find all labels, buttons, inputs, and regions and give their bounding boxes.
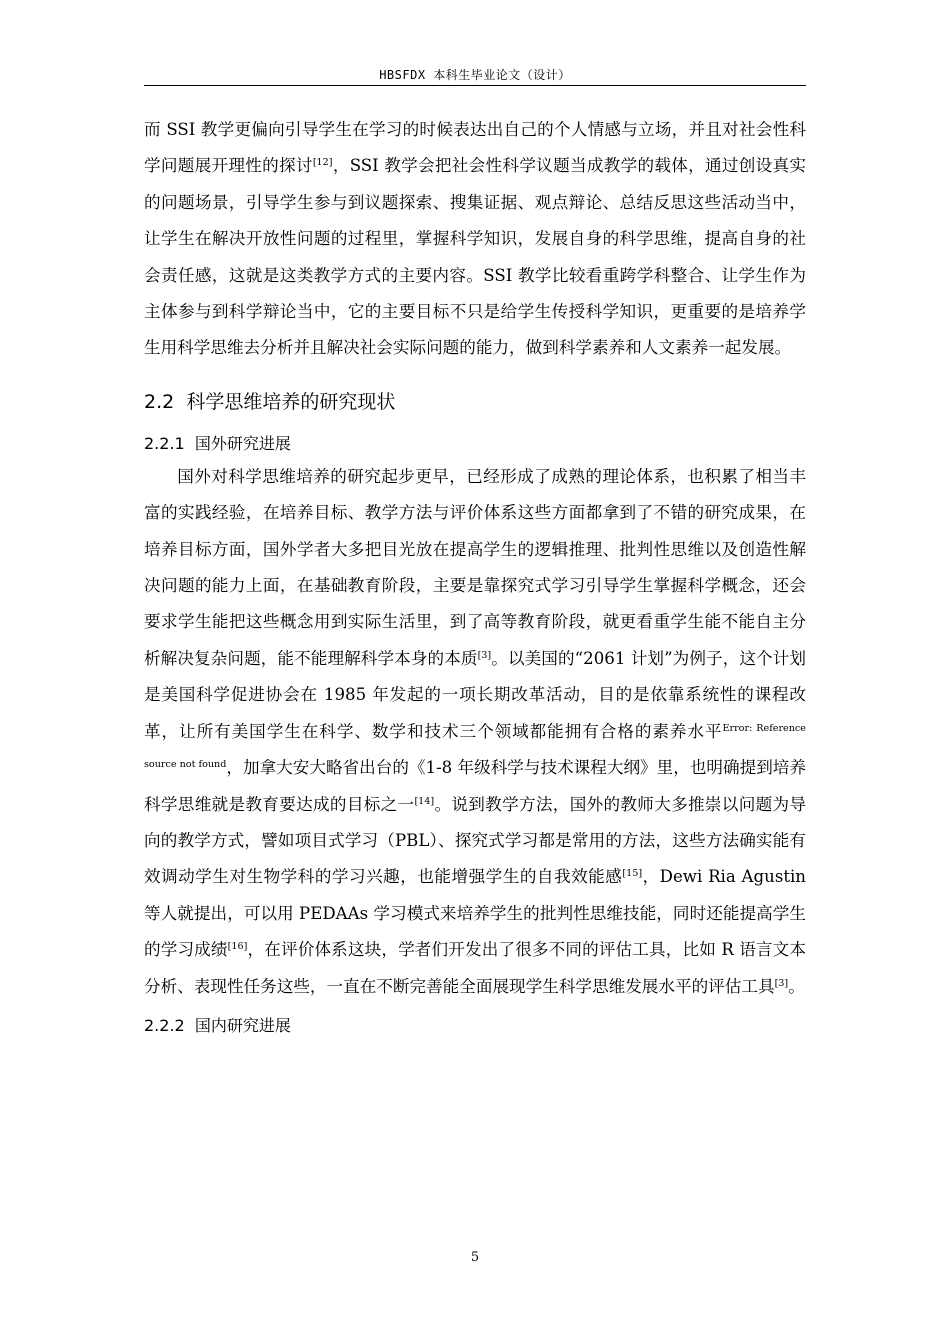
para-text: 。以美国的“2061 计划”为例子，这个计划是美国科学促进协会在 1985 年发起的一项长期改革活动，目的是依靠系统性的课程改革，让所有美国学生在科学、数学和技术三个领域都能拥有合格的素养水平 <box>144 648 806 741</box>
running-header: HBSFDX 本科生毕业论文（设计） <box>379 68 571 82</box>
para-text: 国外对科学思维培养的研究起步更早，已经形成了成熟的理论体系，也积累了相当丰富的实践经验，在培养目标、教学方法与评价体系这些方面都拿到了不错的研究成果，在培养目标方面，国外学者大多把目光放在提高学生的逻辑推理、批判性思维以及创造性解决问题的能力上面，在基础教育阶段，主要是靠探究式学习引导学生掌握科学概念，还会要求学生能把这些概念用到实际生活里，到了高等教育阶段，就更看重学生能不能自主分析解决复杂问题，能不能理解科学本身的本质 <box>144 466 806 668</box>
para-text: ，SSI 教学会把社会性科学议题当成教学的载体，通过创设真实的问题场景，引导学生参与到议题探索、搜集证据、观点辩论、总结反思这些活动当中，让学生在解决开放性问题的过程里，掌握科学知识，发展自身的科学思维，提高自身的社会责任感，这就是这类教学方式的主要内容。SSI 教学比较看重跨学科整合、让学生作为主体参与到科学辩论当中，它的主要目标不只是给学生传授科学知识，更重要的是培养学生用科学思维去分析并且解决社会实际问题的能力，做到科学素养和人文素养一起发展。 <box>144 156 806 358</box>
para-text: ，Dewi Ria Agustin 等人就提出，可以用 PEDAAs 学习模式来培养学生的批判性思维技能，同时还能提高学生的学习成绩 <box>144 867 806 960</box>
subsection-heading <box>144 1011 806 1041</box>
para-text: ，在评价体系这块，学者们开发出了很多不同的评估工具，比如 R 语言文本分析、表现性任务这些，一直在不断完善能全面展现学生科学思维发展水平的评估工具 <box>144 940 807 996</box>
section-heading <box>144 381 806 423</box>
citation: [12] <box>312 157 333 169</box>
citation: [3] <box>774 977 789 989</box>
para-text: ，加拿大安大略省出台的《1-8 年级科学与技术课程大纲》里，也明确提到培养科学思维就是教育要达成的目标之一 <box>144 758 806 814</box>
para-text: 而 SSI 教学更偏向引导学生在学习的时候表达出自己的个人情感与立场，并且对社会性科学问题展开理性的探讨 <box>144 120 806 176</box>
citation: [3] <box>477 650 492 662</box>
citation: [16] <box>227 941 248 953</box>
citation: [15] <box>622 868 643 880</box>
subsection-title: 国内研究进展 <box>194 1015 291 1035</box>
subsection-number: 2.2.2 <box>144 1015 185 1035</box>
para-text: 。 <box>788 976 805 996</box>
section-title: 科学思维培养的研究现状 <box>186 390 396 413</box>
section-number: 2.2 <box>144 390 175 413</box>
citation: [14] <box>414 795 435 807</box>
page-body <box>144 112 806 1041</box>
subsection-title: 国外研究进展 <box>194 433 291 453</box>
subsection-number: 2.2.1 <box>144 433 185 453</box>
paragraph-foreign-research <box>144 459 806 1005</box>
header-rule <box>144 85 806 86</box>
subsection-heading <box>144 429 806 459</box>
reference-error: Error: Reference source not found <box>144 722 806 771</box>
page-number: 5 <box>470 1250 480 1265</box>
para-text: 。说到教学方法，国外的教师大多推崇以问题为导向的教学方式，譬如项目式学习（PBL）、探究式学习都是常用的方法，这些方法确实能有效调动学生对生物学科的学习兴趣，也能增强学生的自我效能感 <box>144 794 807 887</box>
paragraph-ssi <box>144 112 806 367</box>
